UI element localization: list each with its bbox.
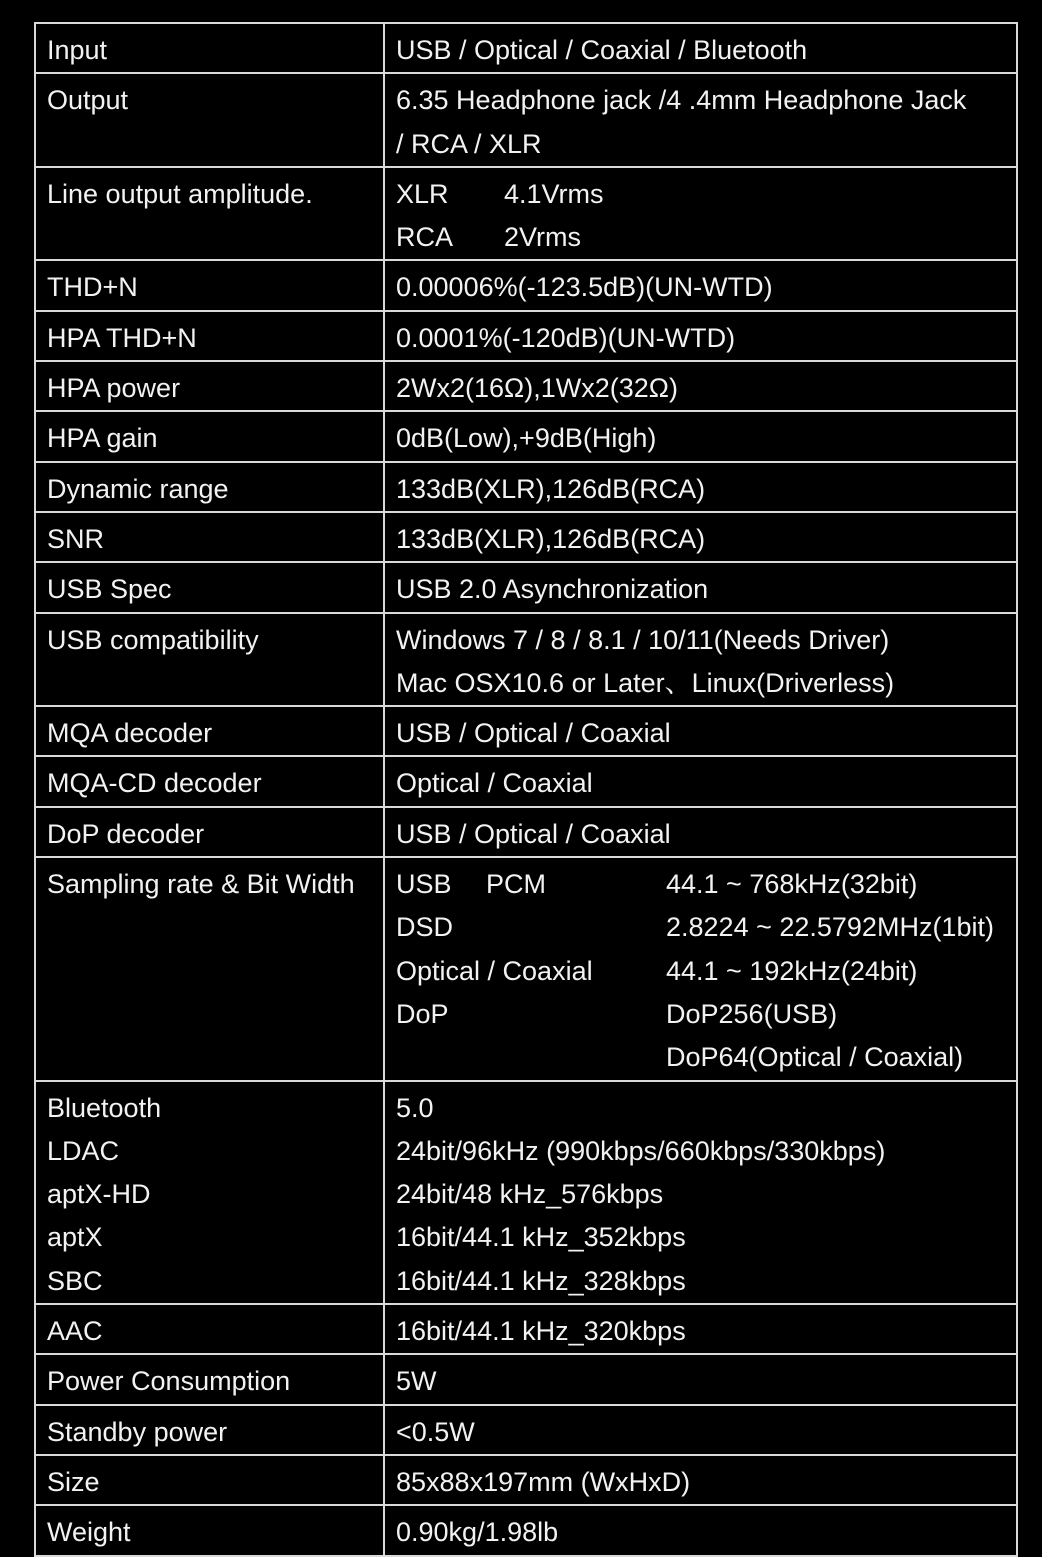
table-row bbox=[35, 1505, 1017, 1555]
spec-value: 2Wx2(16Ω),1Wx2(32Ω) bbox=[384, 361, 1017, 411]
spec-value: 0dB(Low),+9dB(High) bbox=[384, 411, 1017, 461]
table-row bbox=[35, 1455, 1017, 1505]
spec-label bbox=[35, 1081, 384, 1304]
spec-label-line: Bluetooth bbox=[47, 1092, 162, 1123]
spec-value: USB / Optical / Coaxial bbox=[384, 807, 1017, 857]
sampling-value: DoP64(Optical / Coaxial) bbox=[666, 1042, 964, 1073]
spec-label: Line output amplitude. bbox=[35, 167, 384, 261]
spec-value: 5W bbox=[384, 1354, 1017, 1404]
spec-label: DoP decoder bbox=[35, 807, 384, 857]
spec-label-line: LDAC bbox=[47, 1135, 120, 1166]
spec-value: <0.5W bbox=[384, 1405, 1017, 1455]
spec-value: USB 2.0 Asynchronization bbox=[384, 562, 1017, 612]
spec-value: 133dB(XLR),126dB(RCA) bbox=[384, 462, 1017, 512]
spec-label: MQA decoder bbox=[35, 706, 384, 756]
table-row bbox=[35, 562, 1017, 612]
table-row bbox=[35, 260, 1017, 310]
spec-value: 133dB(XLR),126dB(RCA) bbox=[384, 512, 1017, 562]
table-row bbox=[35, 311, 1017, 361]
spec-value: 0.0001%(-120dB)(UN-WTD) bbox=[384, 311, 1017, 361]
spec-value: USB / Optical / Coaxial / Bluetooth bbox=[384, 23, 1017, 73]
source-type: USB bbox=[396, 869, 452, 900]
spec-label: Size bbox=[35, 1455, 384, 1505]
table-row bbox=[35, 73, 1017, 167]
table-row bbox=[35, 706, 1017, 756]
table-row bbox=[35, 361, 1017, 411]
spec-value-line bbox=[396, 863, 1016, 906]
spec-value-line: 24bit/96kHz (990kbps/660kbps/330kbps) bbox=[396, 1135, 886, 1166]
spec-label: USB Spec bbox=[35, 562, 384, 612]
spec-label: AAC bbox=[35, 1304, 384, 1354]
spec-value bbox=[384, 613, 1017, 707]
spec-label: THD+N bbox=[35, 260, 384, 310]
spec-label: Weight bbox=[35, 1505, 384, 1555]
spec-label-line: aptX bbox=[47, 1222, 103, 1253]
spec-value bbox=[384, 167, 1017, 261]
format-type: PCM bbox=[486, 869, 546, 900]
spec-value-line: 24bit/48 kHz_576kbps bbox=[396, 1179, 664, 1210]
table-row bbox=[35, 462, 1017, 512]
spec-value-line bbox=[396, 906, 1016, 949]
spec-label: Standby power bbox=[35, 1405, 384, 1455]
spec-label: Input bbox=[35, 23, 384, 73]
sampling-value: 44.1 ~ 768kHz(32bit) bbox=[666, 869, 918, 900]
spec-value-line bbox=[396, 950, 1016, 993]
sampling-value: 2.8224 ~ 22.5792MHz(1bit) bbox=[666, 912, 994, 943]
output-type: RCA bbox=[396, 222, 454, 253]
spec-label: HPA power bbox=[35, 361, 384, 411]
spec-value-line: 16bit/44.1 kHz_328kbps bbox=[396, 1265, 686, 1296]
spec-value-line bbox=[396, 216, 1016, 259]
output-type: XLR bbox=[396, 178, 449, 209]
table-row bbox=[35, 1304, 1017, 1354]
spec-value-line: / RCA / XLR bbox=[396, 128, 542, 159]
table-row bbox=[35, 857, 1017, 1080]
spec-label: Sampling rate & Bit Width bbox=[35, 857, 384, 1080]
sampling-value: 44.1 ~ 192kHz(24bit) bbox=[666, 955, 918, 986]
table-row bbox=[35, 613, 1017, 707]
spec-value: 85x88x197mm (WxHxD) bbox=[384, 1455, 1017, 1505]
spec-label-line: SBC bbox=[47, 1265, 103, 1296]
spec-label: HPA gain bbox=[35, 411, 384, 461]
spec-value-line: 5.0 bbox=[396, 1092, 434, 1123]
spec-label: Power Consumption bbox=[35, 1354, 384, 1404]
spec-value: 0.90kg/1.98lb bbox=[384, 1505, 1017, 1555]
table-row bbox=[35, 756, 1017, 806]
spec-label: MQA-CD decoder bbox=[35, 756, 384, 806]
spec-value-line: Windows 7 / 8 / 8.1 / 10/11(Needs Driver) bbox=[396, 624, 890, 655]
spec-label: Dynamic range bbox=[35, 462, 384, 512]
spec-label-line: aptX-HD bbox=[47, 1179, 151, 1210]
format-type: DSD bbox=[396, 912, 454, 943]
table-row bbox=[35, 1405, 1017, 1455]
spec-value-line bbox=[396, 173, 1016, 216]
spec-value: 16bit/44.1 kHz_320kbps bbox=[384, 1304, 1017, 1354]
table-row bbox=[35, 512, 1017, 562]
spec-value-line: 16bit/44.1 kHz_352kbps bbox=[396, 1222, 686, 1253]
table-row bbox=[35, 1081, 1017, 1304]
spec-value-line: 6.35 Headphone jack /4 .4mm Headphone Jack bbox=[396, 85, 967, 116]
table-row bbox=[35, 411, 1017, 461]
spec-value: Optical / Coaxial bbox=[384, 756, 1017, 806]
source-type: Optical / Coaxial bbox=[396, 955, 593, 986]
spec-value: USB / Optical / Coaxial bbox=[384, 706, 1017, 756]
output-amplitude: 2Vrms bbox=[504, 222, 582, 253]
spec-table bbox=[34, 22, 1018, 1557]
spec-label: SNR bbox=[35, 512, 384, 562]
output-amplitude: 4.1Vrms bbox=[504, 178, 604, 209]
table-row bbox=[35, 167, 1017, 261]
spec-label: HPA THD+N bbox=[35, 311, 384, 361]
spec-value: 0.00006%(-123.5dB)(UN-WTD) bbox=[384, 260, 1017, 310]
spec-value-line bbox=[396, 1036, 1016, 1079]
spec-value-line bbox=[396, 993, 1016, 1036]
sampling-value: DoP256(USB) bbox=[666, 998, 838, 1029]
table-row bbox=[35, 23, 1017, 73]
spec-value bbox=[384, 73, 1017, 167]
spec-label: Output bbox=[35, 73, 384, 167]
spec-value bbox=[384, 1081, 1017, 1304]
spec-label: USB compatibility bbox=[35, 613, 384, 707]
table-row bbox=[35, 1354, 1017, 1404]
table-row bbox=[35, 807, 1017, 857]
format-type: DoP bbox=[396, 998, 449, 1029]
spec-value bbox=[384, 857, 1017, 1080]
spec-value-line: Mac OSX10.6 or Later、Linux(Driverless) bbox=[396, 667, 895, 698]
